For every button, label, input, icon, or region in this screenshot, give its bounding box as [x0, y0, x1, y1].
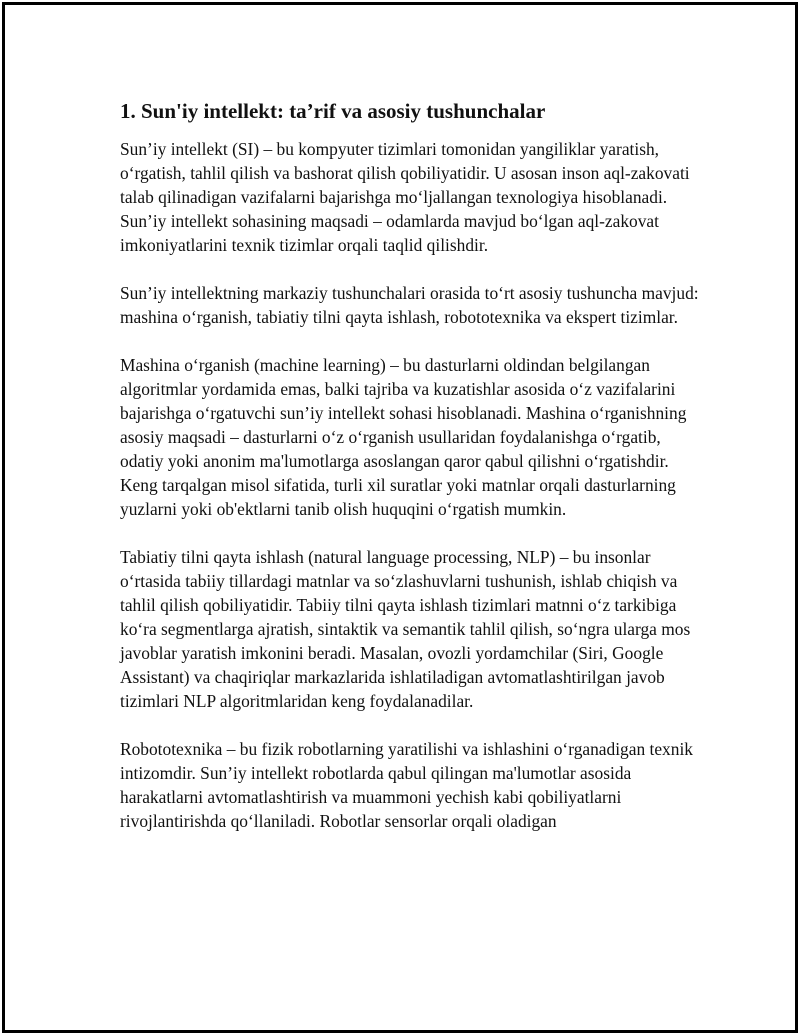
section-title: 1. Sun'iy intellekt: ta’rif va asosiy tushunchalar	[120, 99, 546, 123]
paragraph-robotics: Robototexnika – bu fizik robotlarning yaratilishi va ishlashini o‘rganadigan texnik intizomdir. Sun’iy intellekt robotlarda qabul qilingan ma'lumotlar asosida harakatlarni avtomatlashtirish va muammoni yechish kabi qobiliyatlarni rivojlantirishda qo‘llaniladi. Robotlar sensorlar orqali oladigan	[120, 739, 693, 831]
paragraph-machine-learning: Mashina o‘rganish (machine learning) – bu dasturlarni oldindan belgilangan algoritmlar yordamida emas, balki tajriba va kuzatishlar asosida o‘z vazifalarini bajarishga o‘rgatuvchi sun’iy intellekt sohasi hisoblanadi. Mashina o‘rganishning asosiy maqsadi – dasturlarni o‘z o‘rganish usullaridan foydalanishga o‘rgatib, odatiy yoki anonim ma'lumotlarga asoslangan qaror qabul qilishni o‘rgatishdir. Keng tarqalgan misol sifatida, turli xil suratlar yoki matnlar orqali dasturlarning yuzlarni yoki ob'ektlarni tanib olish huquqini o‘rgatish mumkin.	[120, 355, 687, 519]
paragraph-core-concepts: Sun’iy intellektning markaziy tushunchalari orasida to‘rt asosiy tushuncha mavjud: mashina o‘rganish, tabiatiy tilni qayta ishlash, robototexnika va ekspert tizimlar.	[120, 283, 699, 327]
paragraph-definition: Sun’iy intellekt (SI) – bu kompyuter tizimlari tomonidan yangiliklar yaratish, o‘rgatish, tahlil qilish va bashorat qilish qobiliyatidir. U asosan inson aql-zakovati talab qilinadigan vazifalarni bajarishga mo‘ljallangan texnologiya hisoblanadi. Sun’iy intellekt sohasining maqsadi – odamlarda mavjud bo‘lgan aql-zakovat imkoniyatlarini texnik tizimlar orqali taqlid qilishdir.	[120, 139, 690, 255]
paragraph-nlp: Tabiatiy tilni qayta ishlash (natural language processing, NLP) – bu insonlar o‘rtasida tabiiy tillardagi matnlar va so‘zlashuvlarni tushunish, ishlab chiqish va tahlil qilish qobiliyatidir. Tabiiy tilni qayta ishlash tizimlari matnni o‘z tarkibiga ko‘ra segmentlarga ajratish, sintaktik va semantik tahlil qilish, so‘ngra ularga mos javoblar yaratish imkonini beradi. Masalan, ovozli yordamchilar (Siri, Google Assistant) va chaqiriqlar markazlarida ishlatiladigan avtomatlashtirilgan javob tizimlari NLP algoritmlaridan keng foydalanadilar.	[120, 547, 691, 711]
page-frame	[2, 2, 798, 1033]
document-body	[120, 97, 700, 857]
